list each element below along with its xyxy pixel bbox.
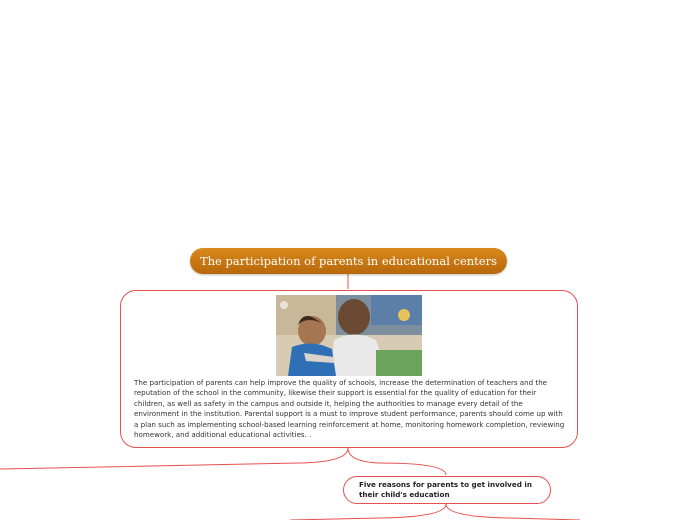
description-node[interactable]	[120, 290, 578, 448]
central-topic-label: The participation of parents in educational centers	[199, 254, 498, 268]
content-to-left-branch-line	[0, 448, 348, 469]
photo-illustration	[276, 295, 422, 376]
description-text: The participation of parents can help improve the quality of schools, increase the determination of teachers and the reputation of the school in the community, likewise their support is essential for the quality of education for their children, as well as safety in the campus and outside it, helping the authorities to manage every detail of the environment in the institution. Parental support is a must to improve student performance, parents should come up with a plan such as implementing school-based learning reinforcement at home, monitoring homework completion, reviewing homework, and additional educational activities. .	[134, 378, 565, 440]
subtopic-to-children-line	[290, 504, 580, 520]
central-topic[interactable]	[190, 248, 507, 274]
subtopic-node[interactable]	[343, 476, 551, 504]
content-to-subtopic-line	[348, 448, 446, 475]
parent-child-photo	[276, 295, 422, 376]
subtopic-label: Five reasons for parents to get involved in their child's education	[359, 480, 532, 499]
